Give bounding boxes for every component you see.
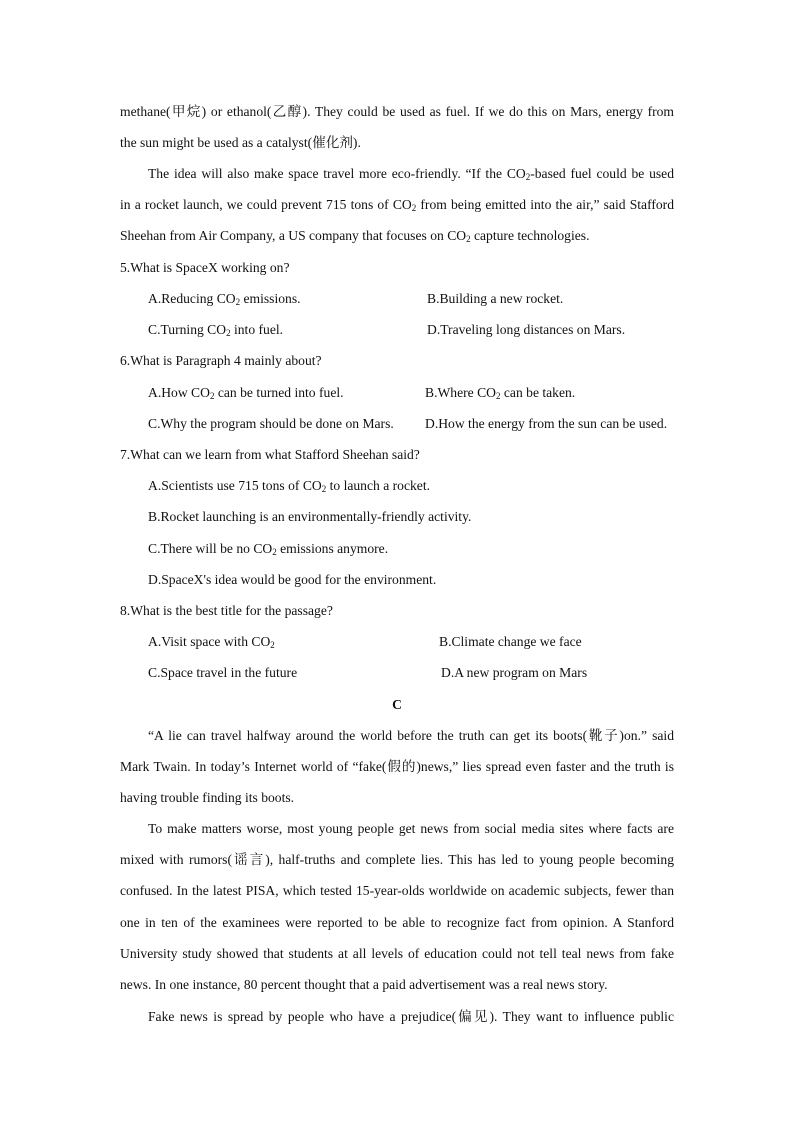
- passage-c-line: having trouble finding its boots.: [120, 790, 295, 805]
- passage-b-line: the sun might be used as a catalyst(催化剂).: [120, 135, 361, 150]
- passage-b-line: methane(甲烷) or ethanol(乙醇). They could be used as fuel. If we do this on Mars, energy from: [120, 104, 674, 119]
- passage-b-line: Sheehan from Air Company, a US company that focuses on $CO_2$ capture technologies.: [120, 228, 590, 244]
- section-heading: C: [392, 697, 402, 712]
- option-d: D.How the energy from the sun can be used.: [425, 416, 668, 431]
- option-a: A.Reducing $CO_2$ emissions.: [148, 291, 301, 307]
- option-a: A.Scientists use 715 tons of $CO_2$ to launch a rocket.: [148, 478, 431, 494]
- option-a: A.Visit space with $CO_2$: [148, 634, 275, 650]
- option-b: B.Rocket launching is an environmentally-friendly activity.: [148, 509, 472, 524]
- passage-c-line: news. In one instance, 80 percent thought that a paid advertisement was a real news story.: [120, 977, 608, 992]
- question-stem: 7.What can we learn from what Stafford Sheehan said?: [120, 447, 420, 462]
- option-d: D.Traveling long distances on Mars.: [427, 322, 626, 337]
- option-a: A.How $CO_2$ can be turned into fuel.: [148, 385, 344, 401]
- passage-c-line: one in ten of the examinees were reported to be able to recognize fact from opinion. A Stanford: [120, 915, 674, 930]
- question-stem: 8.What is the best title for the passage?: [120, 603, 333, 618]
- option-c: C.Why the program should be done on Mars.: [148, 416, 394, 431]
- option-c: C.Space travel in the future: [148, 665, 298, 680]
- passage-b-line: The idea will also make space travel more eco-friendly. “If the $CO_2$-based fuel could be used: [148, 166, 675, 182]
- option-b: B.Building a new rocket.: [427, 291, 564, 306]
- passage-c-line: University study showed that students at all levels of education could not tell teal news from fake: [120, 946, 674, 961]
- option-d: D.A new program on Mars: [441, 665, 588, 680]
- option-b: B.Where $CO_2$ can be taken.: [425, 385, 576, 401]
- option-c: C.Turning $CO_2$ into fuel.: [148, 322, 284, 338]
- passage-c-line: mixed with rumors(谣言), half-truths and complete lies. This has led to young people becoming: [120, 852, 674, 867]
- passage-c-line: confused. In the latest PISA, which tested 15-year-olds worldwide on academic subjects, fewer than: [120, 883, 674, 898]
- question-stem: 5.What is SpaceX working on?: [120, 260, 290, 275]
- option-c: C.There will be no $CO_2$ emissions anymore.: [148, 541, 389, 557]
- passage-c-line: Fake news is spread by people who have a prejudice(偏见). They want to influence public: [148, 1009, 674, 1024]
- passage-c-line: “A lie can travel halfway around the world before the truth can get its boots(靴子)on.” said: [148, 728, 674, 743]
- passage-b-line: in a rocket launch, we could prevent 715 tons of $CO_2$ from being emitted into the air,” said Stafford: [120, 197, 674, 213]
- option-d: D.SpaceX's idea would be good for the environment.: [148, 572, 437, 587]
- question-stem: 6.What is Paragraph 4 mainly about?: [120, 353, 322, 368]
- passage-c-line: Mark Twain. In today’s Internet world of “fake(假的)news,” lies spread even faster and the truth is: [120, 759, 674, 774]
- option-b: B.Climate change we face: [439, 634, 582, 649]
- passage-c-line: To make matters worse, most young people get news from social media sites where facts are: [148, 821, 674, 836]
